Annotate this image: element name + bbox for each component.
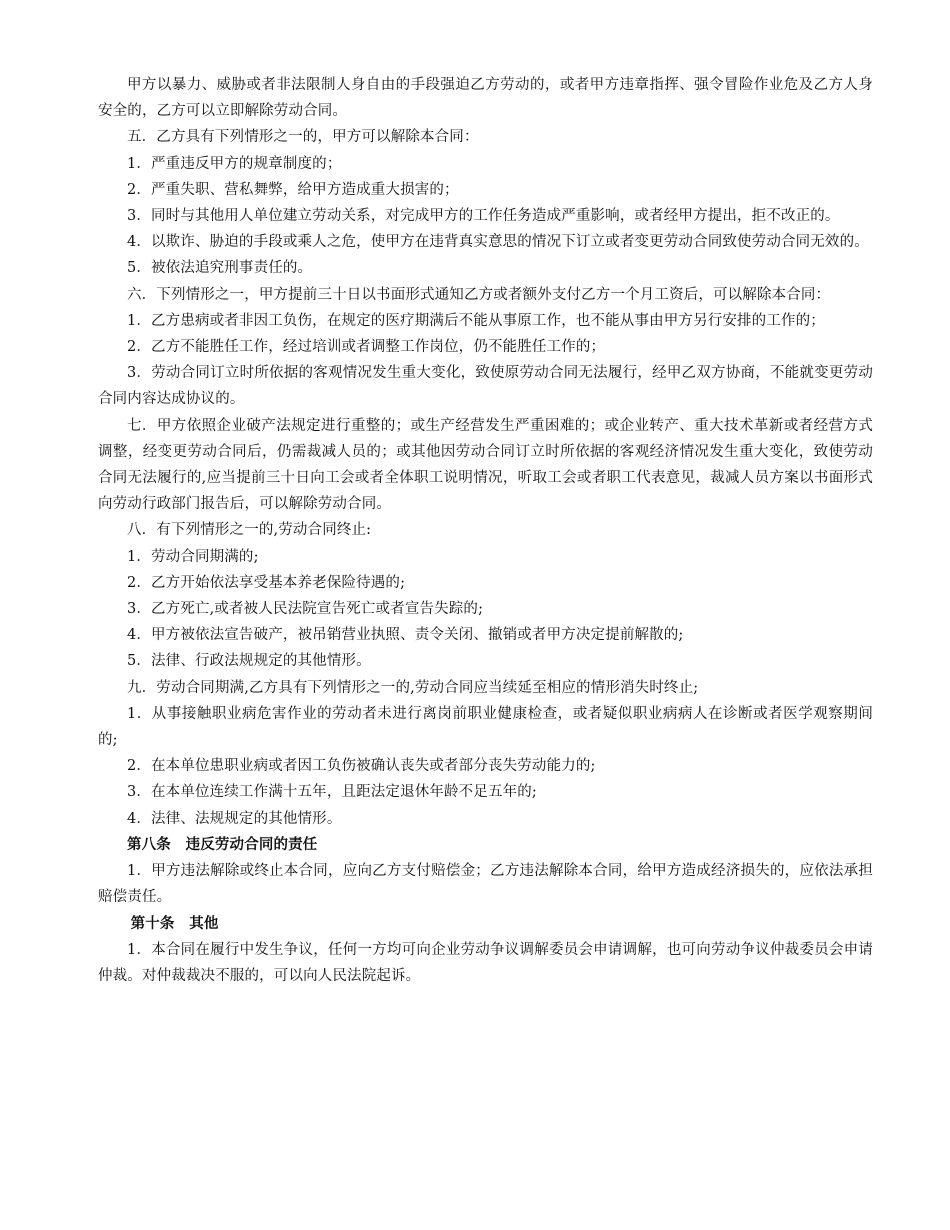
list-item: 4．甲方被依法宣告破产，被吊销营业执照、责令关闭、撤销或者甲方决定提前解散的; (127, 627, 684, 644)
article-10-heading: 第十条 其他 (130, 915, 219, 932)
list-item: 3．在本单位连续工作满十五年，且距法定退休年龄不足五年的; (127, 784, 537, 801)
clause-6-heading: 六．下列情形之一，甲方提前三十日以书面形式通知乙方或者额外支付乙方一个月工资后，可以解除本合同： (127, 286, 831, 303)
list-item: 1．严重违反甲方的规章制度的； (127, 155, 342, 172)
list-item: 5．法律、行政法规规定的其他情形。 (127, 653, 371, 670)
list-item: 5．被依法追究刑事责任的。 (127, 260, 313, 277)
list-item: 2．在本单位患职业病或者因工负伤被确认丧失或者部分丧失劳动能力的; (127, 758, 596, 775)
clause-7-paragraph: 七．甲方依照企业破产法规定进行重整的；或生产经营发生严重困难的；或企业转产、重大技术革新或者经营方式调整，经变更劳动合同后，仍需裁减人员的；或其他因劳动合同订立时所依据的客观经济情况发生重大变化，致使劳动合同无法履行的,应当提前三十日向工会或者全体职工说明情况，听取工会或者职工代表意见，裁减人员方案以书面形式向劳动行政部门报告后，可以解除劳动合同。 (98, 417, 873, 513)
list-item: 1．从事接触职业病危害作业的劳动者未进行离岗前职业健康检查，或者疑似职业病病人在诊断或者医学观察期间的; (98, 705, 873, 749)
list-item: 3．同时与其他用人单位建立劳动关系，对完成甲方的工作任务造成严重影响，或者经甲方提出，拒不改正的。 (127, 208, 840, 225)
article-10-paragraph: 1．本合同在履行中发生争议，任何一方均可向企业劳动争议调解委员会申请调解，也可向劳动争议仲裁委员会申请仲裁。对仲裁裁决不服的，可以向人民法院起诉。 (98, 941, 873, 984)
document-body (98, 72, 873, 989)
list-item: 3．乙方死亡,或者被人民法院宣告死亡或者宣告失踪的; (127, 601, 484, 618)
list-item: 2．乙方不能胜任工作，经过培训或者调整工作岗位，仍不能胜任工作的； (127, 339, 606, 356)
article-8-paragraph: 1．甲方违法解除或终止本合同，应向乙方支付赔偿金；乙方违法解除本合同，给甲方造成经济损失的，应依法承担赔偿责任。 (98, 863, 873, 906)
paragraph: 甲方以暴力、威胁或者非法限制人身自由的手段强迫乙方劳动的，或者甲方违章指挥、强令冒险作业危及乙方人身安全的，乙方可以立即解除劳动合同。 (98, 77, 873, 120)
list-item: 2．严重失职、营私舞弊，给甲方造成重大损害的； (127, 181, 459, 198)
list-item: 4．以欺诈、胁迫的手段或乘人之危，使甲方在违背真实意思的情况下订立或者变更劳动合同致使劳动合同无效的。 (127, 234, 869, 251)
list-item: 4．法律、法规规定的其他情形。 (127, 810, 342, 827)
list-item: 1．劳动合同期满的; (127, 548, 259, 565)
clause-5-heading: 五．乙方具有下列情形之一的，甲方可以解除本合同： (127, 129, 479, 146)
list-item: 3．劳动合同订立时所依据的客观情况发生重大变化，致使原劳动合同无法履行，经甲乙双方协商，不能就变更劳动合同内容达成协议的。 (98, 365, 873, 408)
clause-9-heading: 九．劳动合同期满,乙方具有下列情形之一的,劳动合同应当续延至相应的情形消失时终止; (127, 679, 699, 696)
article-8-heading: 第八条 违反劳动合同的责任 (127, 836, 318, 853)
clause-8-heading: 八．有下列情形之一的,劳动合同终止: (127, 522, 372, 539)
list-item: 2．乙方开始依法享受基本养老保险待遇的; (127, 574, 406, 591)
list-item: 1．乙方患病或者非因工负伤，在规定的医疗期满后不能从事原工作，也不能从事由甲方另行安排的工作的； (127, 312, 825, 329)
